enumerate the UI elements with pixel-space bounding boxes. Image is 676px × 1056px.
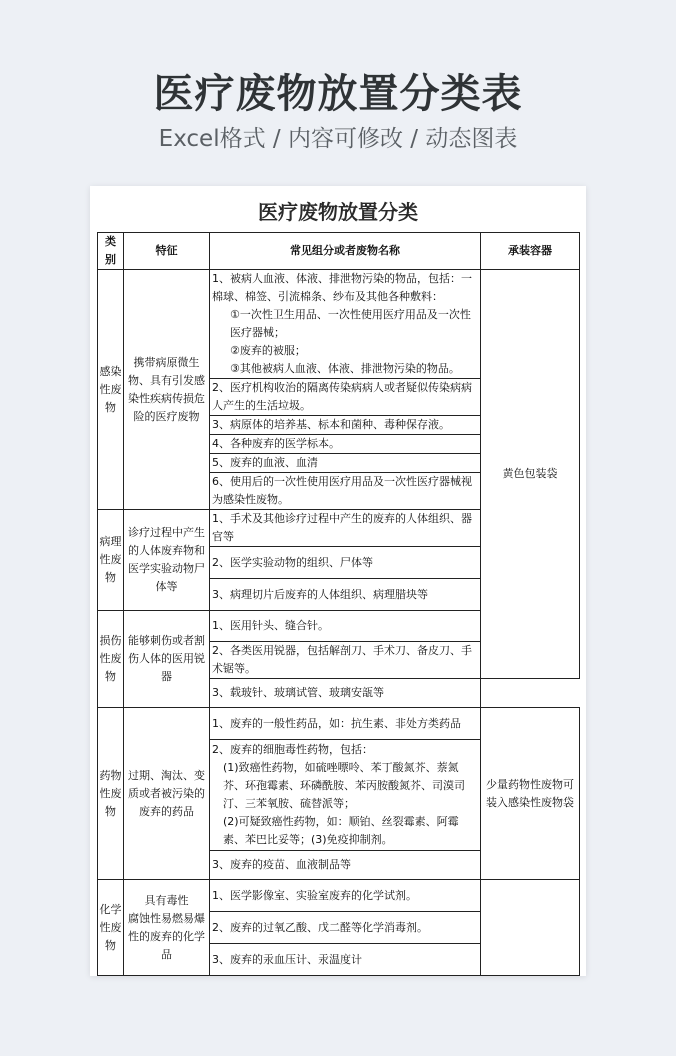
feature-cell[interactable]: 过期、淘汰、变质或者被污染的废弃的药品	[124, 708, 210, 880]
waste-name-cell[interactable]: 1、废弃的一般性药品，如：抗生素、非处方类药品	[210, 708, 481, 740]
waste-subitem-text: (2)可疑致癌性药物，如：顺铂、丝裂霉素、阿霉素、苯巴比妥等；(3)免疫抑制剂。	[223, 815, 459, 846]
feature-cell[interactable]: 具有毒性 腐蚀性易燃易爆性的废弃的化学品	[124, 880, 210, 976]
waste-subitem-text: ③其他被病人血液、体液、排泄物污染的物品。	[230, 362, 460, 375]
category-cell[interactable]: 损伤性废物	[98, 611, 124, 708]
waste-name-cell[interactable]: 2、医学实验动物的组织、尸体等	[210, 547, 481, 579]
waste-classification-table	[97, 232, 580, 976]
waste-name-cell[interactable]: 5、废弃的血液、血清	[210, 454, 481, 473]
waste-subitem-text: ①一次性卫生用品、一次性使用医疗用品及一次性医疗器械；	[230, 308, 471, 339]
table-row	[98, 270, 580, 379]
table-row	[98, 708, 580, 740]
waste-name-cell[interactable]: 3、废弃的汞血压计、汞温度计	[210, 944, 481, 976]
waste-item-text: 2、废弃的细胞毒性药物，包括：	[212, 743, 373, 756]
header-container[interactable]: 承装容器	[481, 233, 580, 270]
waste-subitem-text: (1)致癌性药物，如硫唑嘌呤、苯丁酸氮芥、萘氮芥、环孢霉素、环磷酰胺、苯丙胺酸氮芥、司漠司汀、三苯氧胺、硫替派等；	[223, 761, 465, 810]
category-cell[interactable]: 感染性废物	[98, 270, 124, 510]
feature-cell[interactable]: 诊疗过程中产生的人体废弃物和医学实验动物尸体等	[124, 510, 210, 611]
waste-name-cell[interactable]: 2、废弃的过氧乙酸、戊二醛等化学消毒剂。	[210, 912, 481, 944]
waste-name-cell[interactable]: 3、废弃的疫苗、血液制品等	[210, 851, 481, 880]
category-cell[interactable]: 病理性废物	[98, 510, 124, 611]
container-cell[interactable]: 黄色包装袋	[481, 270, 580, 679]
waste-name-cell[interactable]	[210, 740, 481, 851]
waste-name-cell[interactable]	[210, 270, 481, 379]
waste-name-cell[interactable]: 3、病理切片后废弃的人体组织、病理腊块等	[210, 579, 481, 611]
feature-cell[interactable]: 携带病原微生物、具有引发感染性疾病传损危险的医疗废物	[124, 270, 210, 510]
waste-name-cell[interactable]: 3、载玻针、玻璃试管、玻璃安瓿等	[210, 679, 481, 708]
waste-subitem-text: ②废弃的被服；	[230, 344, 306, 357]
container-cell[interactable]	[481, 880, 580, 976]
header-feature[interactable]: 特征	[124, 233, 210, 270]
waste-name-cell[interactable]: 4、各种废弃的医学标本。	[210, 435, 481, 454]
header-category[interactable]: 类别	[98, 233, 124, 270]
waste-name-cell[interactable]: 3、病原体的培养基、标本和菌种、毒种保存液。	[210, 416, 481, 435]
waste-name-cell[interactable]: 1、医用针头、缝合针。	[210, 611, 481, 642]
page-title: 医疗废物放置分类表	[153, 71, 523, 117]
category-cell[interactable]: 化学性废物	[98, 880, 124, 976]
spreadsheet-sheet	[90, 186, 586, 976]
waste-item-text: 1、被病人血液、体液、排泄物污染的物品，包括：一棉球、棉签、引流棉条、纱布及其他各种敷料：	[212, 272, 472, 303]
waste-name-cell[interactable]: 2、医疗机构收治的隔离传染病病人或者疑似传染病病人产生的生活垃圾。	[210, 379, 481, 416]
waste-name-cell[interactable]: 1、医学影像室、实验室废弃的化学试剂。	[210, 880, 481, 912]
waste-name-cell[interactable]: 2、各类医用锐器，包括解剖刀、手术刀、备皮刀、手术锯等。	[210, 642, 481, 679]
sheet-title: 医疗废物放置分类	[258, 200, 418, 224]
header-row	[98, 233, 580, 270]
container-cell[interactable]: 少量药物性废物可装入感染性废物袋	[481, 708, 580, 880]
header-waste-name[interactable]: 常见组分或者废物名称	[210, 233, 481, 270]
waste-name-cell[interactable]: 6、使用后的一次性使用医疗用品及一次性医疗器械视为感染性废物。	[210, 473, 481, 510]
table-row	[98, 880, 580, 912]
feature-cell[interactable]: 能够刺伤或者割伤人体的医用锐器	[124, 611, 210, 708]
waste-name-cell[interactable]: 1、手术及其他诊疗过程中产生的废弃的人体组织、器官等	[210, 510, 481, 547]
page-subtitle: Excel格式 / 内容可修改 / 动态图表	[158, 126, 518, 152]
category-cell[interactable]: 药物性废物	[98, 708, 124, 880]
